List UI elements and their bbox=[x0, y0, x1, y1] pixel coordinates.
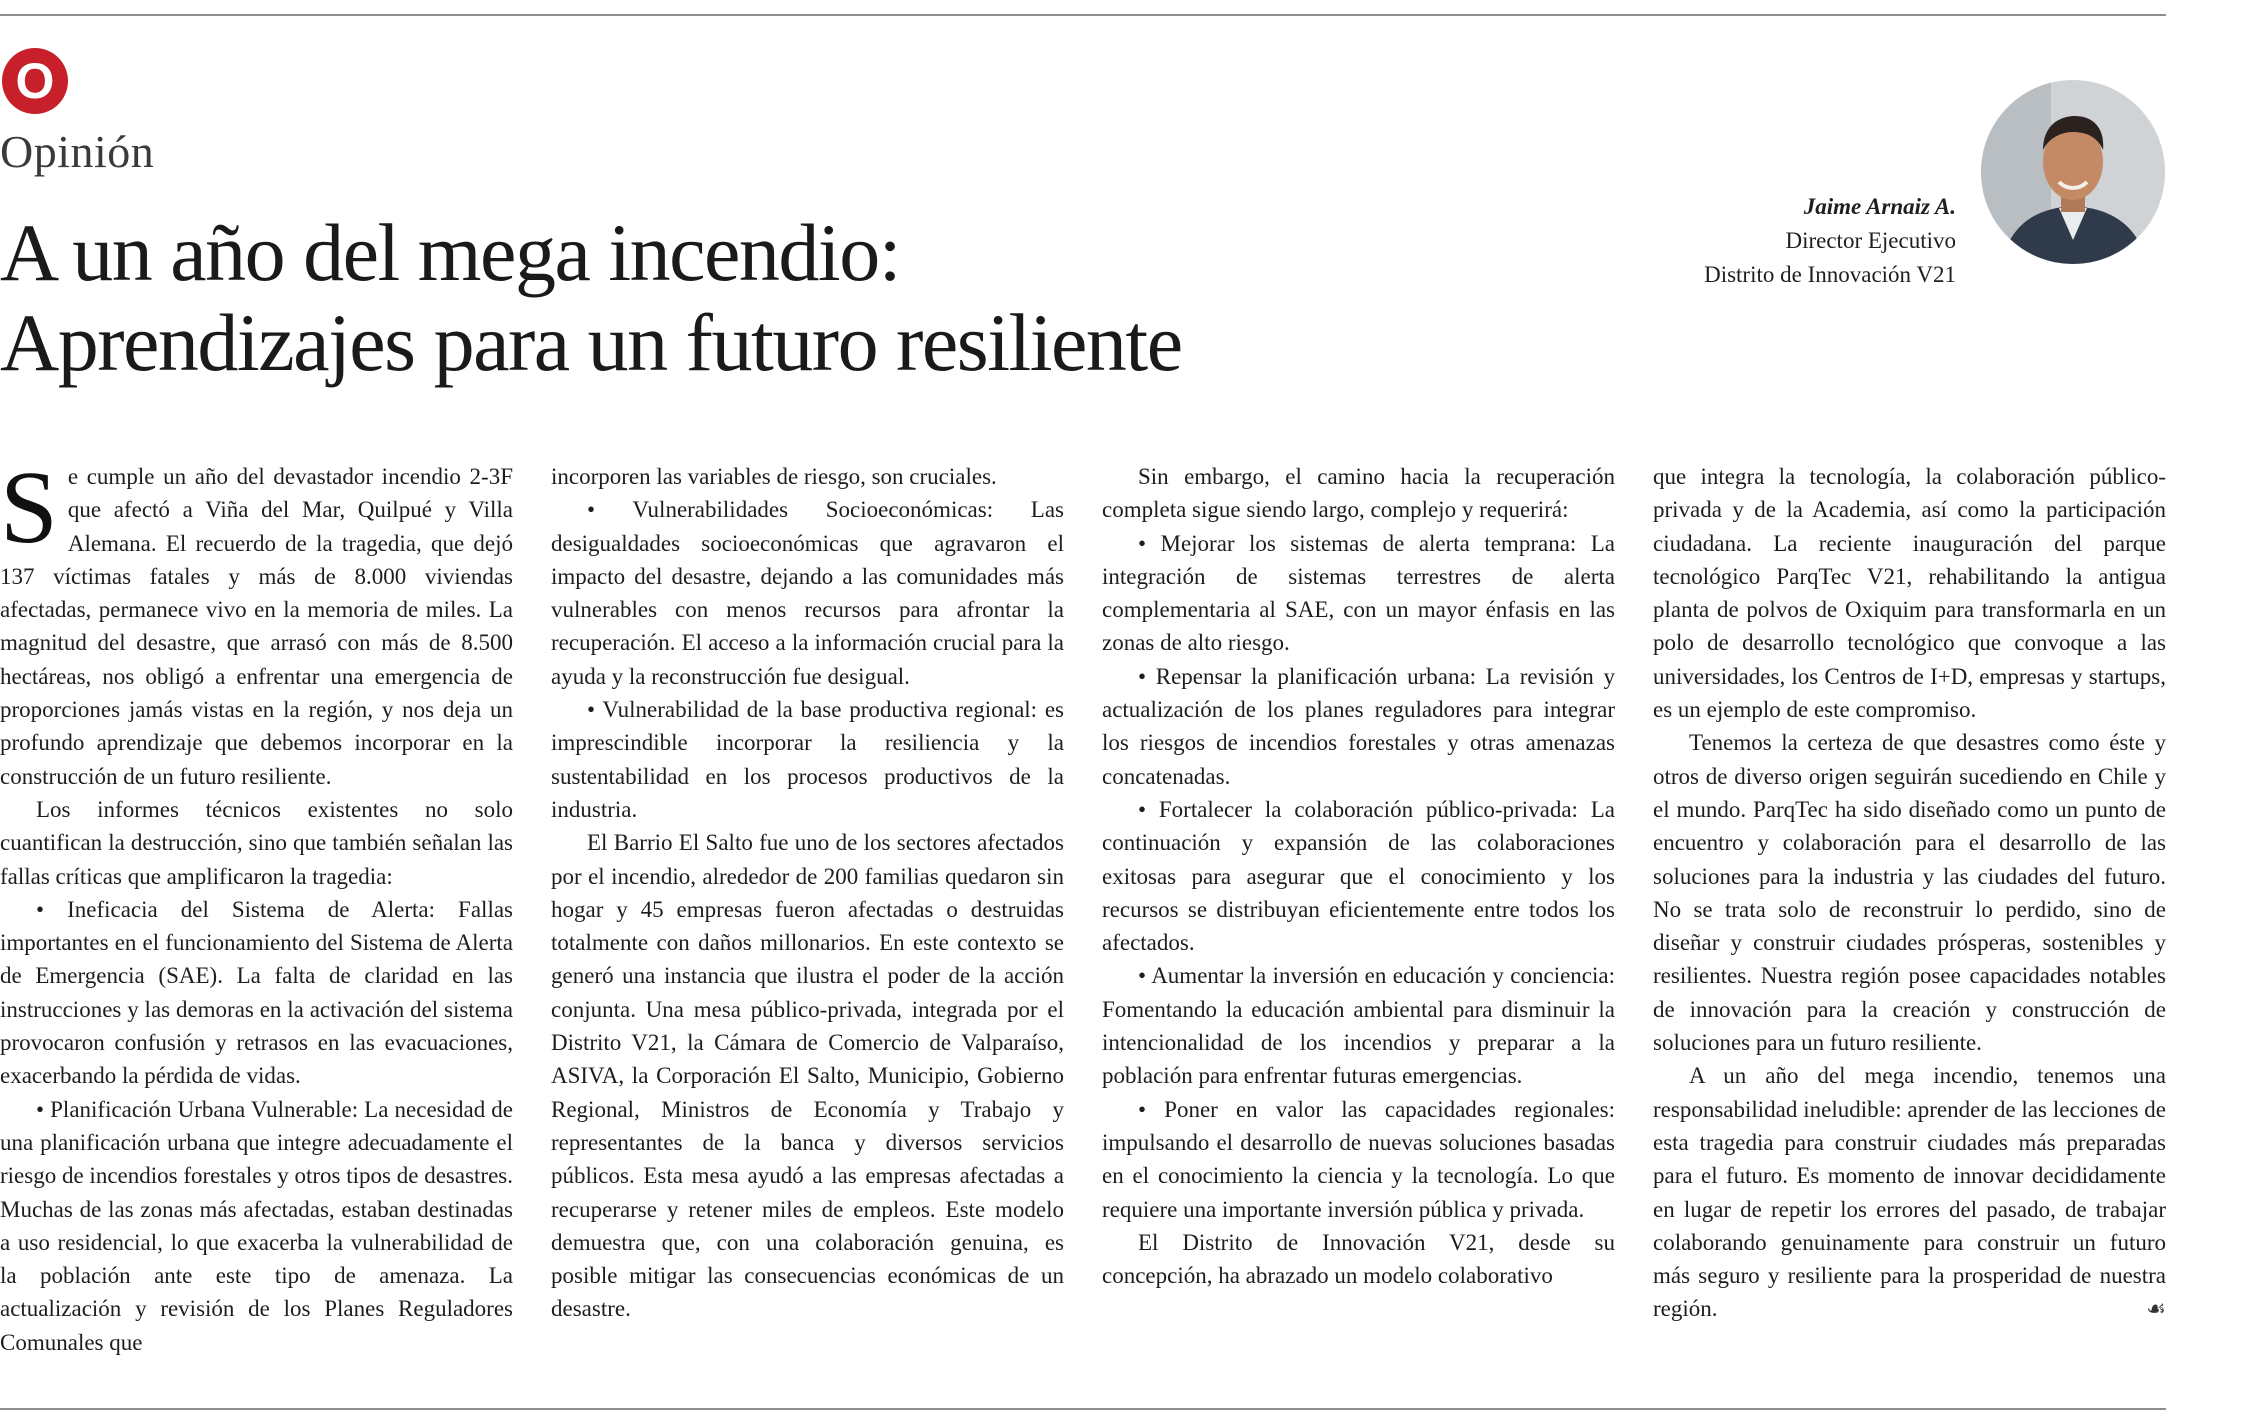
paragraph-text: A un año del mega incendio, tenemos una responsabilidad ineludible: aprender de las lecciones de esta tragedia para construir ciudades más preparadas para el futuro. Es momento de innovar decididamente en lugar de repetir los errores del pasado, de trabajar colaborando genuinamente para construir un futuro más seguro y resiliente para la prosperidad de nuestra región. bbox=[1653, 1063, 2166, 1322]
paragraph: • Poner en valor las capacidades regionales: impulsando el desarrollo de nuevas soluciones basadas en el conocimiento la ciencia y la tecnología. Lo que requiere una importante inversión pública y privada. bbox=[1102, 1096, 1615, 1222]
paragraph: Sin embargo, el camino hacia la recuperación completa sigue siendo largo, complejo y requerirá: bbox=[1102, 464, 1615, 523]
author-block bbox=[1704, 190, 1956, 292]
paragraph: incorporen las variables de riesgo, son cruciales. bbox=[551, 464, 997, 489]
article-body bbox=[0, 450, 2166, 1396]
paragraph: • Aumentar la inversión en educación y conciencia: Fomentando la educación ambiental para disminuir la intencionalidad de los incendios y preparar a la población para enfrentar futuras emergencias. bbox=[1102, 963, 1615, 1089]
paragraph: • Ineficacia del Sistema de Alerta: Fallas importantes en el funcionamiento del Sistema de Alerta de Emergencia (SAE). La falta de claridad en las instrucciones y las demoras en la activación del sistema provocaron confusión y retrasos en las evacuaciones, exacerbando la pérdida de vidas. bbox=[0, 896, 513, 1089]
paragraph: El Barrio El Salto fue uno de los sectores afectados por el incendio, alrededor de 200 familias quedaron sin hogar y 45 empresas fueron afectadas o destruidas totalmente con daños millonarios. En este contexto se generó una instancia que ilustra el poder de la acción conjunta. Una mesa público-privada, integrada por el Distrito V21, la Cámara de Comercio de Valparaíso, ASIVA, la Corporación El Salto, Municipio, Gobierno Regional, Ministros de Economía y Trabajo y representantes de la banca y diversos servicios públicos. Esta mesa ayudó a las empresas afectadas a recuperarse y retener miles de empleos. Este modelo demuestra que, con una colaboración genuina, es posible mitigar las consecuencias económicas de un desastre. bbox=[551, 830, 1064, 1322]
paragraph: • Vulnerabilidad de la base productiva regional: es imprescindible incorporar la resiliencia y la sustentabilidad en los procesos productivos de la industria. bbox=[551, 697, 1064, 822]
paragraph: El Distrito de Innovación V21, desde su concepción, ha abrazado un modelo colaborativo bbox=[1102, 1229, 1615, 1289]
author-photo bbox=[1981, 80, 2165, 264]
section-badge: O bbox=[2, 48, 68, 114]
end-mark-icon: ☙ bbox=[2146, 1296, 2166, 1322]
paragraph: que integra la tecnología, la colaboración público-privada y de la Academia, así como la participación ciudadana. La reciente inauguración del parque tecnológico ParqTec V21, rehabilitando la antigua planta de polvos de Oxiquim para transformarla en un polo de desarrollo tecnológico que convoque a las universidades, los Centros de I+D, empresas y startups, es un ejemplo de este compromiso. bbox=[1653, 464, 2166, 723]
paragraph bbox=[0, 450, 513, 793]
author-organization: Distrito de Innovación V21 bbox=[1704, 262, 1956, 287]
paragraph: Tenemos la certeza de que desastres como éste y otros de diverso origen seguirán sucediendo en Chile y el mundo. ParqTec ha sido diseñado como un punto de encuentro y colaboración para el desarrollo de las soluciones para la industria y las ciudades del futuro. No se trata solo de reconstruir lo perdido, sino de diseñar y construir ciudades prósperas, sostenibles y resilientes. Nuestra región posee capacidades notables de innovación para la creación y construcción de soluciones para un futuro resiliente. bbox=[1653, 730, 2166, 1056]
paragraph: • Repensar la planificación urbana: La revisión y actualización de los planes reguladores para integrar los riesgos de incendios forestales y otras amenazas concatenadas. bbox=[1102, 663, 1615, 789]
section-label: Opinión bbox=[0, 126, 155, 177]
paragraph: • Vulnerabilidades Socioeconómicas: Las desigualdades socioeconómicas que agravaron el impacto del desastre, dejando a las comunidades más vulnerables con menos recursos para afrontar la recuperación. El acceso a la información crucial para la ayuda y la reconstrucción fue desigual. bbox=[551, 497, 1064, 689]
paragraph-text: e cumple un año del devastador incendio 2-3F que afectó a Viña del Mar, Quilpué y Villa Alemana. El recuerdo de la tragedia, que dejó 137 víctimas fatales y más de 8.000 viviendas afectadas, permanece vivo en la memoria de miles. La magnitud del desastre, que arrasó con más de 8.500 hectáreas, nos obligó a enfrentar una emergencia de proporciones jamás vistas en la región, y nos deja un profundo aprendizaje que debemos incorporar en la construcción de un futuro resiliente. bbox=[0, 464, 513, 789]
author-portrait-illustration bbox=[1981, 80, 2165, 264]
headline bbox=[0, 208, 1400, 388]
paragraph: • Planificación Urbana Vulnerable: La necesidad de una planificación urbana que integre adecuadamente el riesgo de incendios forestales y otros tipos de desastres. Muchas de las zonas más afectadas, estaban destinadas a uso residencial, lo que exacerba la vulnerabilidad de la población ante este tipo de amenaza. La actualización y revisión de los Planes Reguladores Comunales que bbox=[0, 1096, 513, 1355]
top-rule bbox=[0, 14, 2166, 16]
paragraph: Los informes técnicos existentes no solo cuantifican la destrucción, sino que también señalan las fallas críticas que amplificaron la tragedia: bbox=[0, 796, 513, 889]
paragraph: • Mejorar los sistemas de alerta temprana: La integración de sistemas terrestres de alerta complementaria al SAE, con un mayor énfasis en las zonas de alto riesgo. bbox=[1102, 530, 1615, 656]
author-role: Director Ejecutivo bbox=[1785, 228, 1956, 253]
headline-line-2: Aprendizajes para un futuro resiliente bbox=[0, 297, 1182, 388]
headline-line-1: A un año del mega incendio: bbox=[0, 207, 900, 298]
drop-cap: S bbox=[0, 450, 58, 565]
paragraph bbox=[1653, 1059, 2166, 1325]
article-column-1 bbox=[0, 450, 513, 1396]
article-column-2 bbox=[551, 460, 1064, 1396]
author-name: Jaime Arnaiz A. bbox=[1803, 194, 1956, 219]
article-column-3 bbox=[1102, 460, 1615, 1396]
paragraph: • Fortalecer la colaboración público-privada: La continuación y expansión de las colaboraciones exitosas para asegurar que el conocimiento y los recursos se distribuyan eficientemente entre todos los afectados. bbox=[1102, 796, 1615, 956]
article-column-4 bbox=[1653, 460, 2166, 1396]
bottom-rule bbox=[0, 1408, 2166, 1410]
